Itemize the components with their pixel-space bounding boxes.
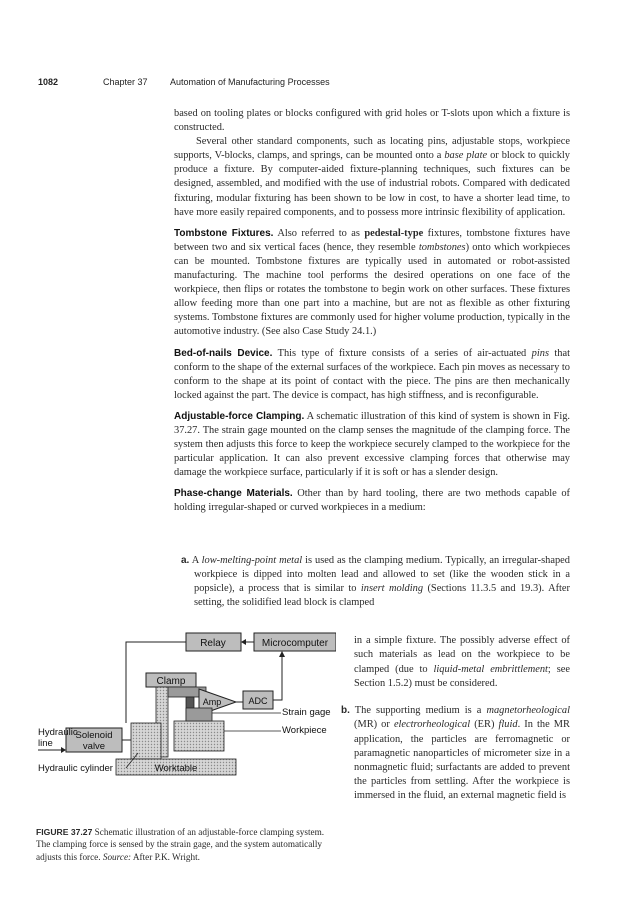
arrowhead-relay: [241, 639, 246, 645]
figure-label: FIGURE 37.27: [36, 827, 93, 837]
list-item-a-continued: in a simple fixture. The possibly adverse effect of such materials as lead on the workpiece to be clamped (due to liquid-metal embrittlement; see Section 1.5.2) must be considered.: [354, 635, 570, 689]
relay-label: Relay: [200, 638, 226, 649]
adc-label: ADC: [248, 696, 268, 706]
figure-caption: FIGURE 37.27 Schematic illustration of an adjustable-force clamping system. The clamping force is sensed by the strain gage, and the system automatically adjusts this force. Source: After P.K. Wright.: [36, 827, 325, 862]
clamp-label: Clamp: [156, 676, 186, 687]
workpiece-block: [174, 721, 224, 751]
chapter-label: Chapter 37: [103, 77, 148, 87]
section-tombstone: Tombstone Fixtures. Also referred to as pedestal-type fixtures, tombstone fixtures have between two and six vertical faces (hence, they resemble tombstones) onto which workpieces can be mounted. Tombstone fixtures are typically used in automated or robot-assisted manufacturing. The machine tool performs the desired operations on one face of the workpiece, then flips or rotates the tombstone to begin work on other surfaces. These fixtures allow feeding more than one part into a machine, but are not as flexible as other fixturing systems. Tombstone fixtures are commonly used for higher volume production, typically in the automotive industry. (See also Case Study 24.1.): [174, 227, 570, 338]
paragraph-standard-components: Several other standard components, such as locating pins, adjustable stops, workpiece supports, V-blocks, clamps, and springs, can be mounted onto a base plate or block to quickly produce a fixture. By computer-aided fixture-planning techniques, such fixtures can be designed, assembled, and modified with the use of industrial robots. Compared with dedicated fixturing, modular fixturing has been shown to be low in cost, to have a shorter lead time, to have more easily repaired components, and to possess more intrinsic flexibility of application.: [174, 136, 570, 218]
hydraulic-line-label-2: line: [38, 738, 53, 749]
hydraulic-line-label-1: Hydraulic: [38, 727, 78, 738]
worktable-label: Worktable: [154, 763, 198, 774]
wire-adc-micro: [273, 653, 282, 700]
section-adjustable-force: Adjustable-force Clamping. A schematic illustration of this kind of system is shown in Fig. 37.27. The strain gage mounted on the clamp senses the magnitude of the clamping force. The system then adjusts this force to keep the workpiece securely clamped to the workpiece for the particular application. It can also prevent excessive clamping forces that otherwise may damage the workpiece surface, particularly if it is soft or has a slender design.: [174, 410, 571, 479]
hydraulic-line-arrowhead: [61, 747, 66, 753]
amp-label: Amp: [202, 697, 222, 707]
heading-phase-change: Phase-change Materials.: [174, 488, 293, 500]
list-item-b: b. The supporting medium is a magnetorheological (MR) or electrorheological (ER) fluid. In the MR application, the particles are ferromagnetic or paramagnetic nanoparticles of micrometer size in a nonmagnetic fluid; surfactants are added to prevent the particles from settling. After the workpiece is immersed in the fluid, an external magnetic field is: [341, 705, 570, 801]
section-phase-change: Phase-change Materials. Other than by hard tooling, there are two methods capable of holding irregular-shaped or curved workpieces in a medium:: [174, 488, 570, 514]
valve-label: valve: [82, 741, 106, 752]
heading-bed-of-nails: Bed-of-nails Device.: [174, 347, 273, 359]
page-number: 1082: [38, 77, 59, 87]
arrowhead-micro: [279, 651, 285, 657]
workpiece-label: Workpiece: [282, 725, 327, 736]
chapter-title: Automation of Manufacturing Processes: [170, 77, 330, 87]
list-item-a: a. A low-melting-point metal is used as the clamping medium. Typically, an irregular-shaped workpiece is dipped into molten lead and allowed to set (like the wooden stick in a popsicle), a process that is similar to insert molding (Sections 11.3.5 and 19.3). After setting, the solidified lead block is clamped: [181, 555, 570, 609]
heading-adjustable-force: Adjustable-force Clamping.: [174, 410, 305, 422]
paragraph-intro: based on tooling plates or blocks configured with grid holes or T-slots upon which a fixture is constructed.: [174, 108, 570, 134]
main-text-column: [174, 107, 570, 516]
strain-gage-label: Strain gage: [282, 707, 331, 718]
heading-tombstone: Tombstone Fixtures.: [174, 227, 274, 239]
microcomputer-label: Microcomputer: [261, 638, 329, 649]
hydraulic-cylinder-label: Hydraulic cylinder: [38, 763, 113, 774]
figure-adjustable-force-clamping: [36, 563, 336, 823]
section-bed-of-nails: Bed-of-nails Device. This type of fixture consists of a series of air-actuated pins that conform to the shape of the external surfaces of the workpiece. Each pin moves as necessary to conform to the shape at its point of contact with the piece. The pins are then mechanically locked against the part. The device is compact, has high stiffness, and is reconfigurable.: [174, 347, 570, 401]
hydraulic-cylinder-body: [131, 723, 161, 759]
solenoid-label: Solenoid: [75, 730, 113, 741]
term-base-plate: base plate: [444, 150, 488, 162]
workpiece-top: [186, 708, 212, 721]
